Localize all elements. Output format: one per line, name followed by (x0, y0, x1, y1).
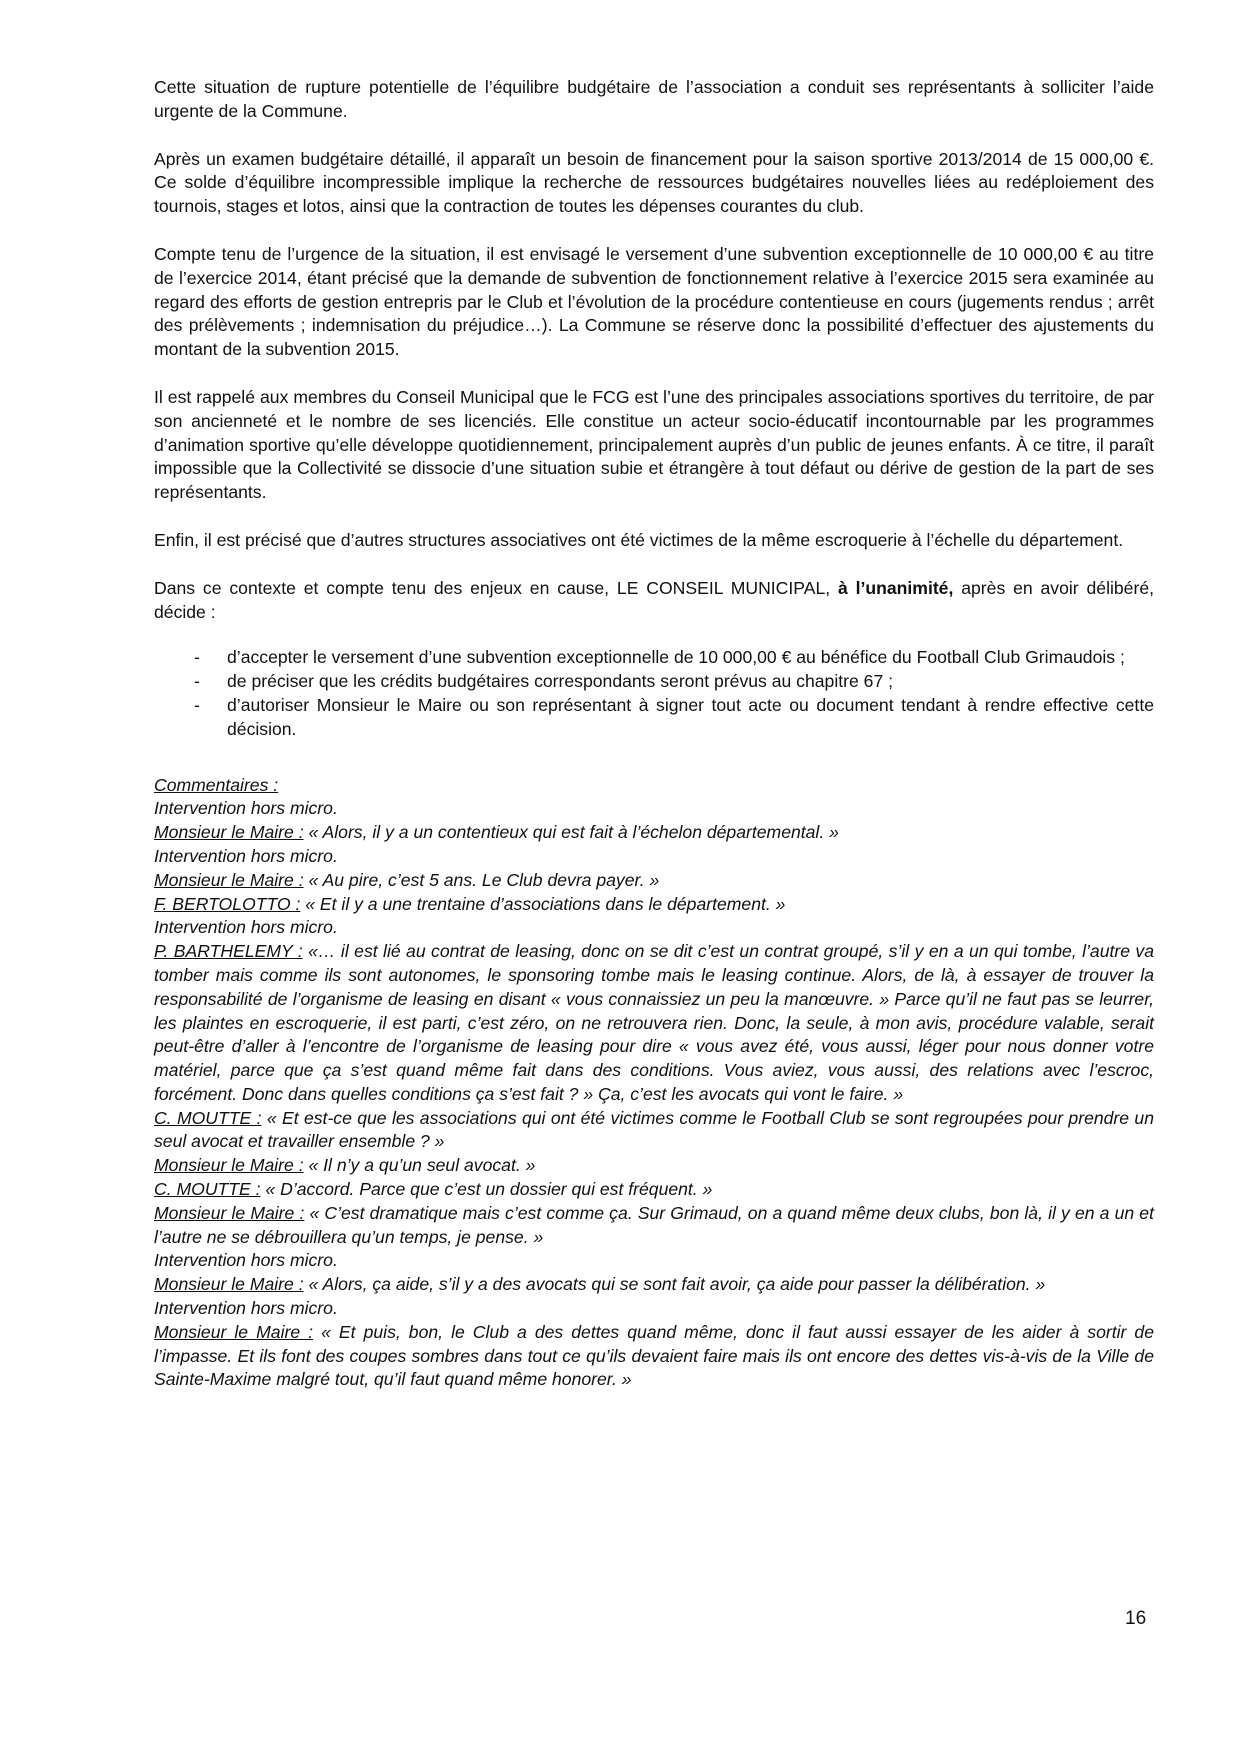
paragraph: Il est rappelé aux membres du Conseil Municipal que le FCG est l’une des principales associations sportives du territoire, de par son ancienneté et le nombre de ses licenciés. Elle constitue un acteur socio-éducatif incontournable par les programmes d’animation sportive qu’elle développe quotidiennement, principalement auprès d’un public de jeunes enfants. À ce titre, il paraît impossible que la Collectivité se dissocie d’une situation subie et étrangère à tout défaut ou dérive de gestion de la part de ses représentants. (154, 386, 1154, 503)
paragraph: Compte tenu de l’urgence de la situation, il est envisagé le versement d’une subvention exceptionnelle de 10 000,00 € au titre de l’exercice 2014, étant précisé que la demande de subvention de fonctionnement relative à l’exercice 2015 sera examinée au regard des efforts de gestion entrepris par le Club et l’évolution de la procédure contentieuse en cours (jugements rendus ; arrêt des prélèvements ; indemnisation du préjudice…). La Commune se réserve donc la possibilité d’effectuer des ajustements du montant de la subvention 2015. (154, 243, 1154, 360)
comment-text: «… il est lié au contrat de leasing, donc on se dit c’est un contrat groupé, s’il y en a un qui tombe, l’autre va tomber mais comme ils sont autonomes, le sponsoring tombe mais le leasing continue. Alors, de là, à essayer de trouver la responsabilité de l’organisme de leasing en disant « vous connaissiez un peu la manœuvre. » Parce qu’il ne faut pas se leurrer, les plaintes en escroquerie, il est parti, c’est zéro, on ne retrouvera rien. Donc, la seule, à mon avis, procédure valable, serait peut-être d’aller à l’encontre de l’organisme de leasing pour dire « vous avez été, vous aussi, léger pour nous donner votre matériel, parce que ça s’est quand même fait dans des conditions. Vous aviez, vous aussi, des relations avec l’escroc, forcément. Donc dans quelles conditions ça s’est fait ? » Ça, c’est les avocats qui vont le faire. » (154, 941, 1155, 1104)
decision-intro (154, 577, 1154, 625)
paragraph: Après un examen budgétaire détaillé, il apparaît un besoin de financement pour la saison sportive 2013/2014 de 15 000,00 €. Ce solde d’équilibre incompressible implique la recherche de ressources budgétaires nouvelles liées au redéploiement des tournois, stages et lotos, ainsi que la contraction de toutes les dépenses courantes du club. (154, 148, 1154, 217)
comment-line (154, 1297, 1154, 1321)
comment-line (154, 1249, 1154, 1273)
comment-text: « Alors, il y a un contentieux qui est fait à l’échelon départemental. » (303, 822, 839, 843)
comment-line (154, 1321, 1154, 1392)
decision-item-text: d’accepter le versement d’une subvention exceptionnelle de 10 000,00 € au bénéfice du Football Club Grimaudois ; (227, 647, 1125, 668)
decision-list (154, 646, 1154, 741)
comment-line (154, 893, 1154, 917)
comment-text: « Au pire, c’est 5 ans. Le Club devra payer. » (303, 869, 660, 890)
speaker-name: C. MOUTTE : (154, 1179, 261, 1200)
comment-line (154, 797, 1154, 821)
decision-vote: à l’unanimité, (837, 577, 954, 598)
comment-line (154, 916, 1154, 940)
comment-line (154, 1107, 1154, 1155)
comment-text: Intervention hors micro. (154, 798, 338, 819)
speaker-name: Monsieur le Maire : (154, 1321, 314, 1342)
dash-bullet: - (194, 671, 200, 692)
comments-heading-text: Commentaires : (154, 774, 279, 795)
decision-item-text: de préciser que les crédits budgétaires correspondants seront prévus au chapitre 67 ; (227, 671, 894, 692)
comment-line (154, 845, 1154, 869)
comment-line (154, 1273, 1154, 1297)
comment-line (154, 1154, 1154, 1178)
comments-section (154, 774, 1154, 1393)
page-number: 16 (1125, 1608, 1147, 1629)
comment-text: Intervention hors micro. (154, 845, 338, 866)
speaker-name: P. BARTHELEMY : (154, 941, 303, 962)
speaker-name: Monsieur le Maire : (154, 1155, 304, 1176)
comment-text: « Et puis, bon, le Club a des dettes quand même, donc il faut aussi essayer de les aider à sortir de l’impasse. Et ils font des coupes sombres dans tout ce qu’ils devaient faire mais ils ont encore des dettes vis-à-vis de la Ville de Sainte-Maxime malgré tout, qu’il faut quand même honorer. » (154, 1321, 1154, 1390)
speaker-name: Monsieur le Maire : (154, 869, 304, 890)
comment-text: « Et il y a une trentaine d’associations dans le département. » (300, 893, 786, 914)
comment-text: Intervention hors micro. (154, 917, 338, 938)
paragraph: Cette situation de rupture potentielle de l’équilibre budgétaire de l’association a conduit ses représentants à solliciter l’aide urgente de la Commune. (154, 77, 1154, 121)
comments-heading (154, 774, 1154, 798)
comment-text: « Il n’y a qu’un seul avocat. » (303, 1155, 536, 1176)
comment-lines (154, 797, 1154, 1392)
decision-item-text: d’autoriser Monsieur le Maire ou son représentant à signer tout acte ou document tendant à rendre effective cette décision. (227, 694, 1154, 739)
dash-bullet: - (194, 647, 200, 668)
comment-line (154, 1178, 1154, 1202)
decision-item (154, 670, 1154, 694)
comment-text: Intervention hors micro. (154, 1298, 338, 1319)
comment-text: Intervention hors micro. (154, 1250, 338, 1271)
dash-bullet: - (194, 694, 200, 715)
speaker-name: Monsieur le Maire : (154, 822, 304, 843)
comment-text: « C’est dramatique mais c’est comme ça. Sur Grimaud, on a quand même deux clubs, bon là, il y en a un et l’autre ne se débrouillera qu’un temps, je pense. » (154, 1202, 1154, 1247)
comment-line (154, 821, 1154, 845)
decision-item (154, 646, 1154, 670)
decision-intro-text: Dans ce contexte et compte tenu des enjeux en cause, LE CONSEIL MUNICIPAL, (154, 577, 838, 598)
speaker-name: Monsieur le Maire : (154, 1202, 305, 1223)
comment-line (154, 869, 1154, 893)
speaker-name: C. MOUTTE : (154, 1107, 262, 1128)
comment-text: « Et est-ce que les associations qui ont été victimes comme le Football Club se sont regroupées pour prendre un seul avocat et travailler ensemble ? » (154, 1107, 1154, 1152)
speaker-name: Monsieur le Maire : (154, 1274, 304, 1295)
decision-intro-text: après en avoir délibéré, décide : (154, 577, 1154, 622)
comment-line (154, 940, 1154, 1107)
speaker-name: F. BERTOLOTTO : (154, 893, 301, 914)
comment-text: « D’accord. Parce que c’est un dossier qui est fréquent. » (260, 1179, 713, 1200)
paragraph: Enfin, il est précisé que d’autres structures associatives ont été victimes de la même escroquerie à l’échelle du département. (154, 529, 1124, 550)
comment-text: « Alors, ça aide, s’il y a des avocats qui se sont fait avoir, ça aide pour passer la délibération. » (303, 1274, 1046, 1295)
comment-line (154, 1202, 1154, 1250)
document-page (154, 76, 1154, 1392)
decision-item (154, 694, 1154, 742)
